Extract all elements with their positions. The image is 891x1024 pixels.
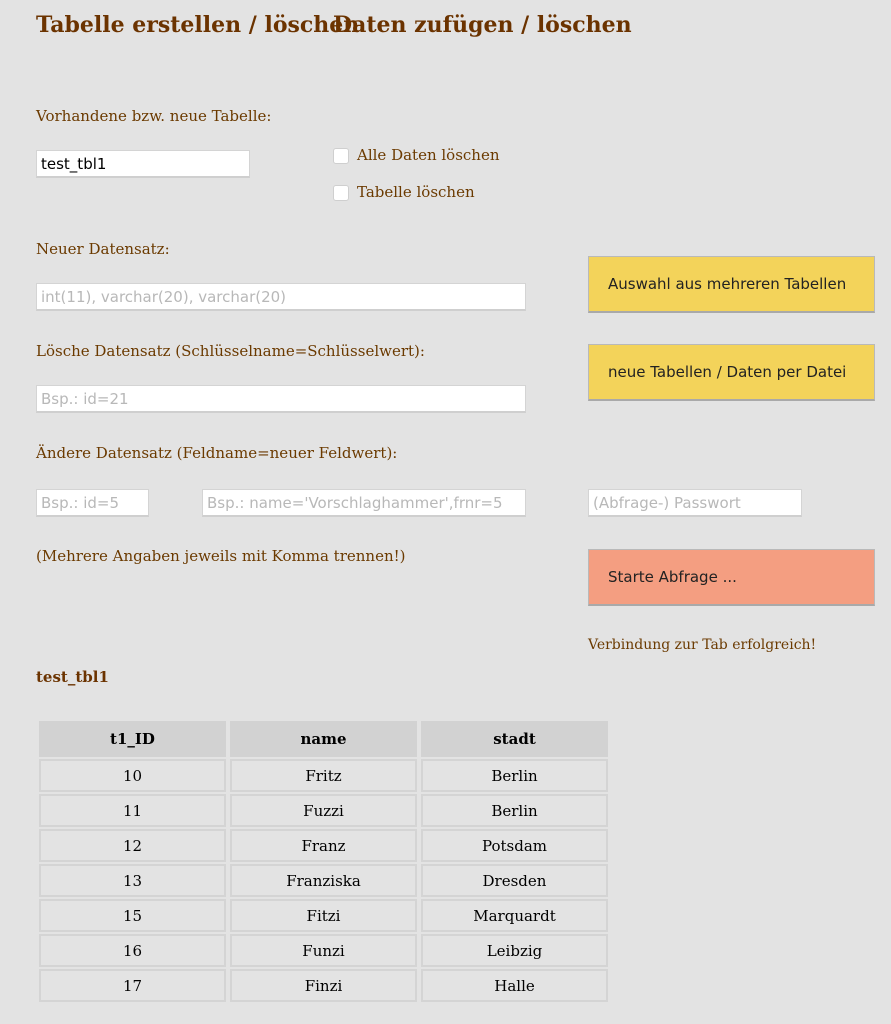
table-cell: Leibzig bbox=[421, 934, 608, 967]
table-name-input[interactable] bbox=[36, 150, 250, 178]
new-tables-from-file-button[interactable]: neue Tabellen / Daten per Datei bbox=[588, 344, 875, 401]
table-name-label: Vorhandene bzw. neue Tabelle: bbox=[36, 107, 272, 125]
table-cell: Dresden bbox=[421, 864, 608, 897]
table-row bbox=[39, 899, 608, 932]
table-cell: 15 bbox=[39, 899, 226, 932]
delete-table-checkbox[interactable] bbox=[333, 185, 349, 201]
table-cell: Funzi bbox=[230, 934, 417, 967]
table-cell: 16 bbox=[39, 934, 226, 967]
table-cell: Berlin bbox=[421, 759, 608, 792]
table-cell: Franziska bbox=[230, 864, 417, 897]
table-cell: Finzi bbox=[230, 969, 417, 1002]
column-header: name bbox=[230, 721, 417, 757]
column-header: t1_ID bbox=[39, 721, 226, 757]
table-cell: Halle bbox=[421, 969, 608, 1002]
table-cell: Potsdam bbox=[421, 829, 608, 862]
change-record-value-input[interactable] bbox=[202, 489, 526, 517]
result-table-title: test_tbl1 bbox=[36, 668, 109, 686]
delete-all-data-label: Alle Daten löschen bbox=[357, 146, 500, 164]
table-cell: Fritz bbox=[230, 759, 417, 792]
delete-record-input[interactable] bbox=[36, 385, 526, 413]
table-cell: Franz bbox=[230, 829, 417, 862]
table-row bbox=[39, 829, 608, 862]
comma-hint: (Mehrere Angaben jeweils mit Komma trennen!) bbox=[36, 547, 406, 565]
table-cell: Berlin bbox=[421, 794, 608, 827]
nav-create-delete-table[interactable]: Tabelle erstellen / löschen bbox=[36, 12, 360, 38]
table-row bbox=[39, 794, 608, 827]
connection-status: Verbindung zur Tab erfolgreich! bbox=[588, 637, 817, 653]
query-password-input[interactable] bbox=[588, 489, 802, 517]
multi-table-select-button[interactable]: Auswahl aus mehreren Tabellen bbox=[588, 256, 875, 313]
new-record-input[interactable] bbox=[36, 283, 526, 311]
table-cell: 10 bbox=[39, 759, 226, 792]
change-record-key-input[interactable] bbox=[36, 489, 149, 517]
table-cell: Marquardt bbox=[421, 899, 608, 932]
delete-record-label: Lösche Datensatz (Schlüsselname=Schlüsselwert): bbox=[36, 342, 425, 360]
result-table bbox=[35, 719, 612, 1004]
nav-add-delete-data[interactable]: Daten zufügen / löschen bbox=[333, 12, 632, 38]
table-cell: Fitzi bbox=[230, 899, 417, 932]
delete-all-data-checkbox[interactable] bbox=[333, 148, 349, 164]
new-record-label: Neuer Datensatz: bbox=[36, 240, 170, 258]
change-record-label: Ändere Datensatz (Feldname=neuer Feldwert): bbox=[36, 444, 398, 462]
table-row bbox=[39, 969, 608, 1002]
table-cell: 17 bbox=[39, 969, 226, 1002]
table-cell: 13 bbox=[39, 864, 226, 897]
table-row bbox=[39, 759, 608, 792]
table-header-row bbox=[39, 721, 608, 757]
table-row bbox=[39, 864, 608, 897]
table-cell: 11 bbox=[39, 794, 226, 827]
table-row bbox=[39, 934, 608, 967]
column-header: stadt bbox=[421, 721, 608, 757]
start-query-button[interactable]: Starte Abfrage ... bbox=[588, 549, 875, 606]
table-cell: 12 bbox=[39, 829, 226, 862]
table-cell: Fuzzi bbox=[230, 794, 417, 827]
delete-table-label: Tabelle löschen bbox=[357, 183, 475, 201]
